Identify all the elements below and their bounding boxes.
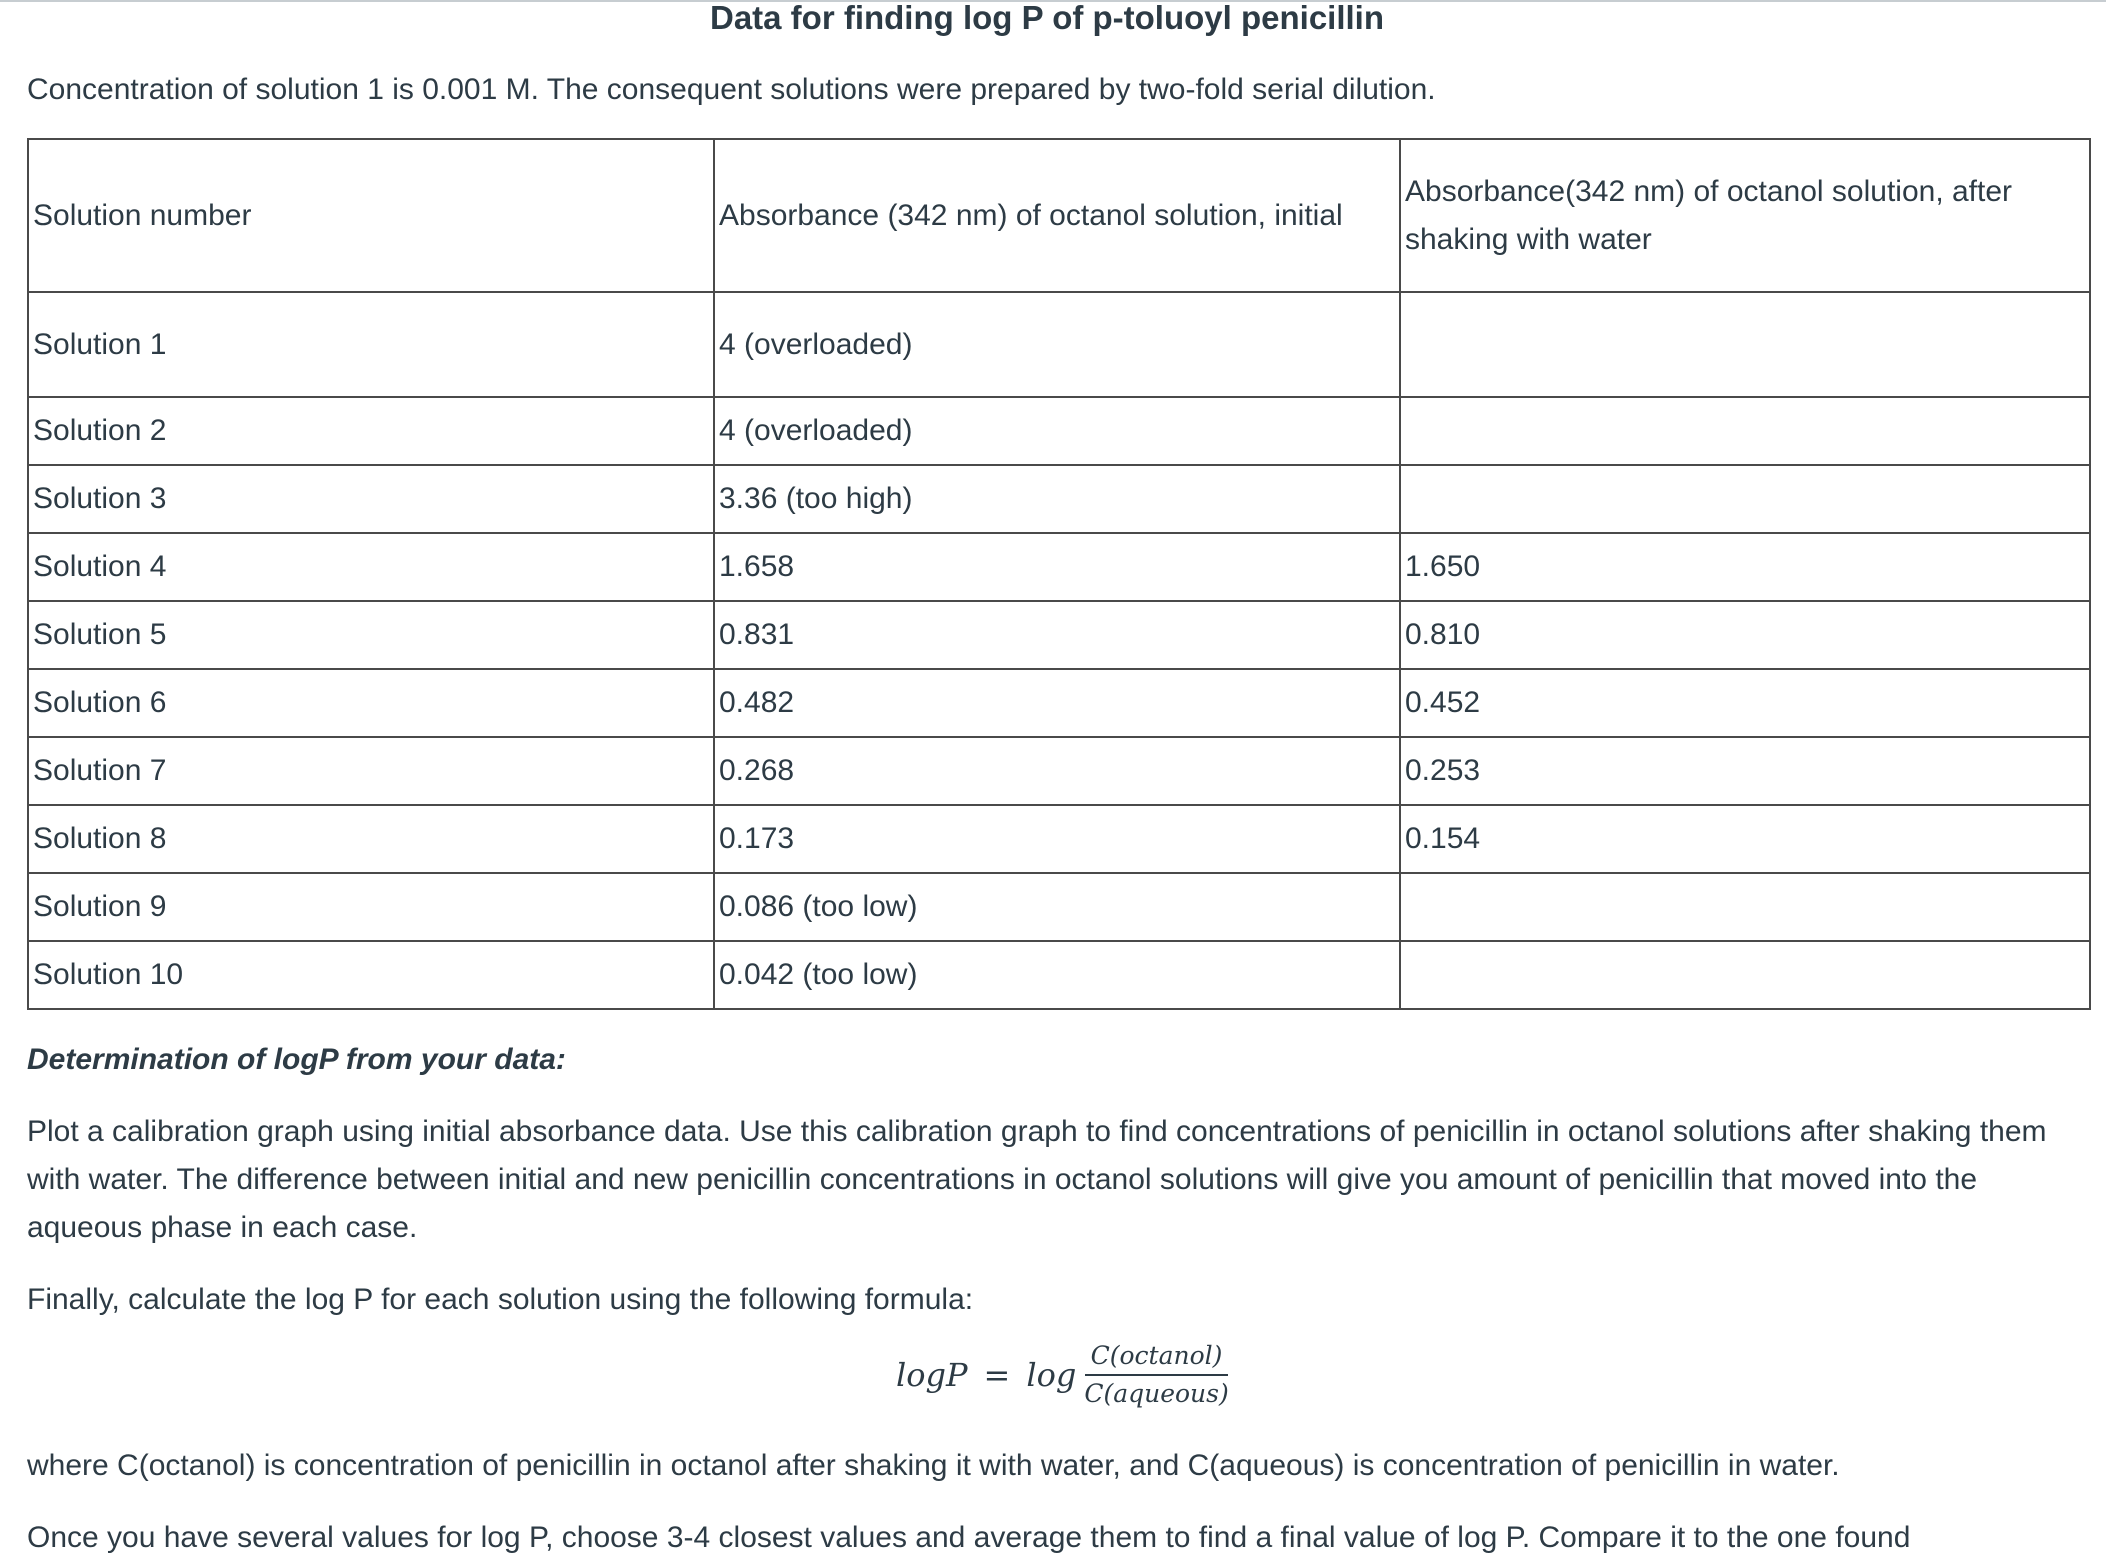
table-row	[28, 873, 2090, 941]
determination-section	[27, 1036, 2089, 1562]
table-row	[28, 397, 2090, 465]
table-header-row	[28, 139, 2090, 292]
cell-initial: 3.36 (too high)	[714, 465, 1400, 533]
cell-initial: 0.173	[714, 805, 1400, 873]
cell-after	[1400, 292, 2090, 397]
cell-solution: Solution 8	[28, 805, 714, 873]
page-title: Data for finding log P of p-toluoyl penicillin	[709, 0, 1385, 36]
header-absorbance-initial: Absorbance (342 nm) of octanol solution, initial	[714, 139, 1400, 292]
cell-after: 0.452	[1400, 669, 2090, 737]
cell-after: 0.154	[1400, 805, 2090, 873]
cell-initial: 0.482	[714, 669, 1400, 737]
cell-solution: Solution 1	[28, 292, 714, 397]
cell-after	[1400, 941, 2090, 1009]
cell-initial: 0.086 (too low)	[714, 873, 1400, 941]
cell-solution: Solution 4	[28, 533, 714, 601]
cell-initial: 4 (overloaded)	[714, 397, 1400, 465]
header-solution-number: Solution number	[28, 139, 714, 292]
content-page	[27, 0, 2089, 1554]
cell-after: 0.810	[1400, 601, 2090, 669]
cell-initial: 0.042 (too low)	[714, 941, 1400, 1009]
logp-formula	[27, 1332, 2089, 1436]
formula-log: log	[1026, 1356, 1077, 1394]
cell-solution: Solution 6	[28, 669, 714, 737]
cell-solution: Solution 7	[28, 737, 714, 805]
section-heading: Determination of logP from your data:	[27, 1043, 566, 1076]
paragraph-plot: Plot a calibration graph using initial absorbance data. Use this calibration graph to find concentrations of penicillin in octanol solutions after shaking them with water. The difference between initial and new penicillin concentrations in octanol solutions will give you amount of penicillin that moved into the aqueous phase in each case.	[27, 1115, 2047, 1244]
table-row	[28, 737, 2090, 805]
intro-text: Concentration of solution 1 is 0.001 M. The consequent solutions were prepared by two-fold serial dilution.	[27, 73, 1436, 106]
cell-after	[1400, 465, 2090, 533]
table-row	[28, 601, 2090, 669]
cell-solution: Solution 5	[28, 601, 714, 669]
cell-initial: 4 (overloaded)	[714, 292, 1400, 397]
cell-initial: 0.268	[714, 737, 1400, 805]
paragraph-final: Finally, calculate the log P for each solution using the following formula:	[27, 1283, 974, 1316]
formula-equals: =	[983, 1356, 1011, 1394]
cell-solution: Solution 2	[28, 397, 714, 465]
table-row	[28, 941, 2090, 1009]
cell-initial: 1.658	[714, 533, 1400, 601]
absorbance-table	[27, 138, 2091, 1010]
formula-numerator: C(octanol)	[1085, 1340, 1229, 1376]
formula-lhs: logP	[896, 1356, 968, 1394]
table-row	[28, 465, 2090, 533]
cell-after: 1.650	[1400, 533, 2090, 601]
cell-solution: Solution 3	[28, 465, 714, 533]
paragraph-once: Once you have several values for log P, choose 3-4 closest values and average them to find a final value of log P. Compare it to the one found	[27, 1521, 1911, 1554]
header-absorbance-after: Absorbance(342 nm) of octanol solution, after shaking with water	[1400, 139, 2090, 292]
formula-fraction	[1078, 1340, 1234, 1410]
table-row	[28, 533, 2090, 601]
cell-after	[1400, 873, 2090, 941]
cell-solution: Solution 10	[28, 941, 714, 1009]
cell-after: 0.253	[1400, 737, 2090, 805]
table-row	[28, 669, 2090, 737]
formula-denominator: C(aqueous)	[1084, 1379, 1229, 1408]
table-row	[28, 805, 2090, 873]
paragraph-where: where C(octanol) is concentration of penicillin in octanol after shaking it with water, and C(aqueous) is concentration of penicillin in water.	[27, 1449, 1840, 1482]
cell-solution: Solution 9	[28, 873, 714, 941]
table-row	[28, 292, 2090, 397]
cell-initial: 0.831	[714, 601, 1400, 669]
cell-after	[1400, 397, 2090, 465]
